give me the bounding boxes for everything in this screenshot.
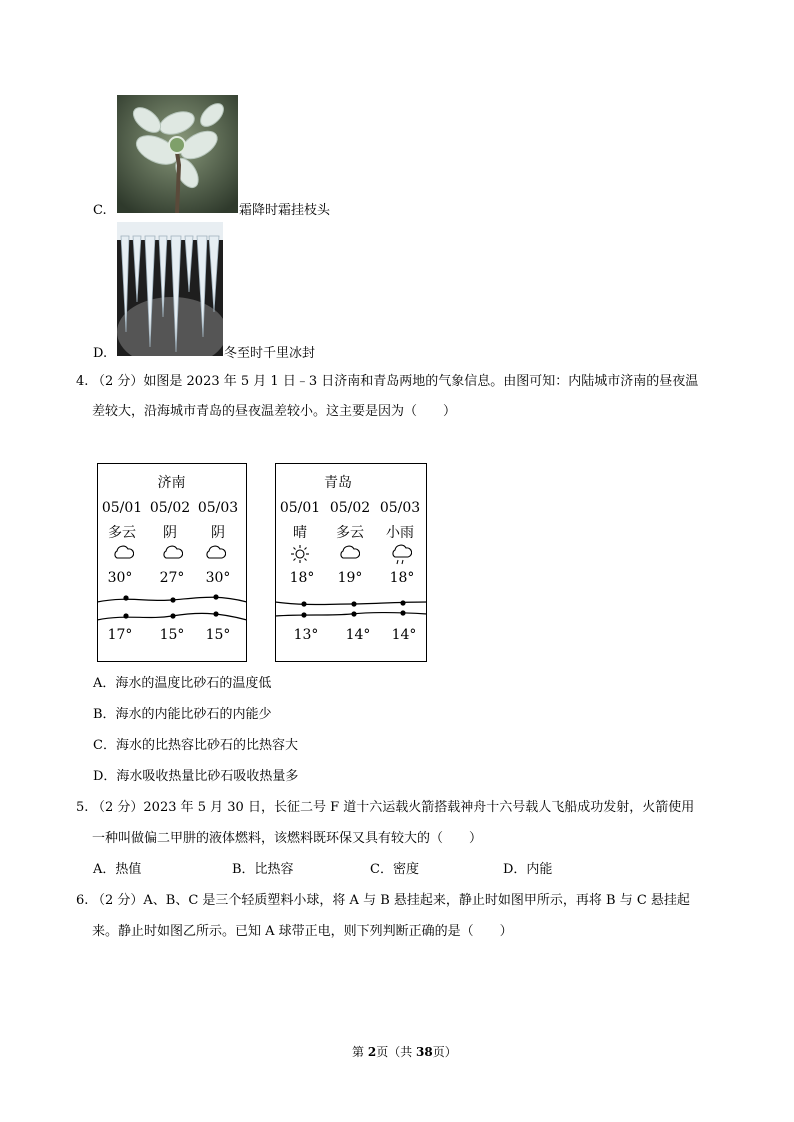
high-temp: 18° (389, 570, 415, 586)
weather-label: 多云 (108, 525, 136, 541)
qingdao-weather-panel (275, 463, 427, 662)
footer-mid: 页（共 (376, 1045, 417, 1059)
frost-branch-photo (117, 95, 238, 213)
date-label: 05/03 (197, 500, 239, 516)
cloud-icon (204, 544, 226, 560)
high-temp: 30° (205, 570, 231, 586)
icicle-photo (117, 222, 223, 356)
low-temp: 14° (391, 627, 417, 643)
q5-option-d[interactable]: D．内能 (503, 862, 553, 877)
date-label: 05/03 (379, 500, 421, 516)
q4-option-b[interactable]: B．海水的内能比砂石的内能少 (93, 707, 272, 722)
low-temp: 15° (159, 627, 185, 643)
high-temp: 18° (289, 570, 315, 586)
q4-option-a[interactable]: A．海水的温度比砂石的温度低 (93, 676, 272, 691)
low-temp: 17° (107, 627, 133, 643)
low-temp: 13° (293, 627, 319, 643)
city-name: 济南 (157, 475, 186, 491)
q5-option-b[interactable]: B．比热容 (232, 862, 294, 877)
q5-option-c[interactable]: C．密度 (370, 862, 419, 877)
option-c-caption: 霜降时霜挂枝头 (239, 203, 331, 218)
option-d-caption: 冬至时千里冰封 (224, 346, 316, 361)
cloud-icon (161, 544, 183, 560)
weather-label: 多云 (336, 525, 364, 541)
date-label: 05/01 (279, 500, 321, 516)
q5-option-a[interactable]: A．热值 (93, 862, 142, 877)
q5-stem-line2: 一种叫做偏二甲肼的液体燃料，该燃料既环保又具有较大的（ ） (92, 831, 483, 846)
q4-number: 4. (76, 374, 89, 389)
jinan-weather-panel (97, 463, 247, 662)
weather-label: 晴 (293, 525, 307, 541)
cloud-icon (112, 544, 134, 560)
sun-icon (290, 544, 310, 564)
q6-number: 6. (76, 893, 89, 908)
cloud-icon (338, 544, 360, 560)
low-temp: 14° (345, 627, 371, 643)
q4-stem-line1: （2 分）如图是 2023 年 5 月 1 日﹣3 日济南和青岛两地的气象信息。由图可知：内陆城市济南的昼夜温 (92, 374, 699, 389)
q4-option-c[interactable]: C．海水的比热容比砂石的比热容大 (93, 738, 298, 753)
option-c-letter: C. (93, 203, 107, 218)
q5-number: 5. (76, 800, 89, 815)
q5-stem-line1: （2 分）2023 年 5 月 30 日，长征二号 F 道十六运载火箭搭载神舟十六号载人飞船成功发射，火箭使用 (92, 800, 695, 815)
temperature-curves (97, 590, 247, 624)
footer-total-pages: 38 (416, 1045, 433, 1059)
footer-suffix: 页） (432, 1045, 457, 1059)
rain-icon (390, 544, 412, 566)
date-label: 05/02 (149, 500, 191, 516)
page-footer (352, 1043, 457, 1060)
weather-label: 阴 (163, 525, 177, 541)
temperature-curves (275, 592, 427, 622)
icicle-image (117, 222, 223, 356)
q6-stem-line2: 来。静止时如图乙所示。已知 A 球带正电，则下列判断正确的是（ ） (92, 924, 513, 939)
weather-label: 小雨 (386, 525, 414, 541)
q4-stem-line2: 差较大，沿海城市青岛的昼夜温差较小。这主要是因为（ ） (92, 404, 457, 419)
frost-branch-image (117, 95, 238, 213)
weather-label: 阴 (211, 525, 225, 541)
date-label: 05/02 (329, 500, 371, 516)
footer-page-number: 2 (367, 1045, 377, 1059)
city-name: 青岛 (324, 475, 352, 491)
low-temp: 15° (205, 627, 231, 643)
date-label: 05/01 (101, 500, 143, 516)
q4-option-d[interactable]: D．海水吸收热量比砂石吸收热量多 (93, 769, 299, 784)
footer-prefix: 第 (352, 1045, 368, 1059)
high-temp: 27° (159, 570, 185, 586)
q6-stem-line1: （2 分）A、B、C 是三个轻质塑料小球，将 A 与 B 悬挂起来，静止时如图甲所示，再将 B 与 C 悬挂起 (92, 893, 690, 908)
high-temp: 30° (107, 570, 133, 586)
high-temp: 19° (337, 570, 363, 586)
option-d-letter: D. (93, 346, 108, 361)
